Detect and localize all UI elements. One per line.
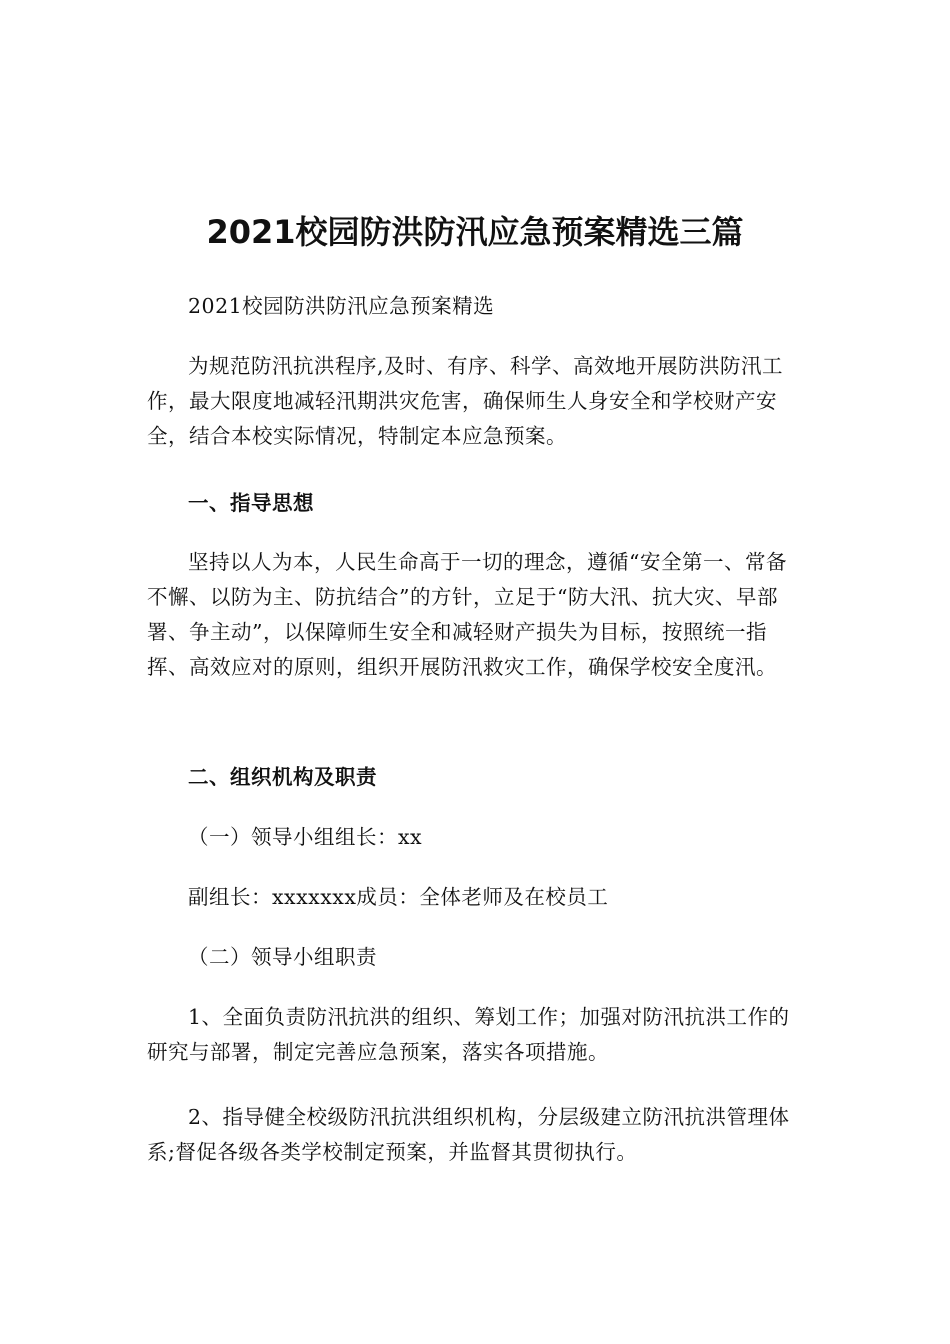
duty-item-1: 1、全面负责防汛抗洪的组织、筹划工作；加强对防汛抗洪工作的研究与部署，制定完善应急预案，落实各项措施。 xyxy=(147,1005,790,1064)
section-heading-guiding-ideology: 一、指导思想 xyxy=(188,491,314,515)
document-subtitle: 2021校园防洪防汛应急预案精选 xyxy=(188,294,495,318)
deputy-line: 副组长：xxxxxxx成员：全体老师及在校员工 xyxy=(188,885,609,909)
leader-line: （一）领导小组组长：xx xyxy=(188,825,423,849)
intro-paragraph: 为规范防汛抗洪程序,及时、有序、科学、高效地开展防洪防汛工作，最大限度地减轻汛期洪灾危害，确保师生人身安全和学校财产安全，结合本校实际情况，特制定本应急预案。 xyxy=(147,354,784,448)
section-heading-organization: 二、组织机构及职责 xyxy=(188,765,377,789)
duties-heading: （二）领导小组职责 xyxy=(188,945,377,969)
duty-item-2: 2、指导健全校级防汛抗洪组织机构，分层级建立防汛抗洪管理体系;督促各级各类学校制定预案，并监督其贯彻执行。 xyxy=(147,1105,790,1164)
guiding-ideology-paragraph: 坚持以人为本，人民生命高于一切的理念，遵循“安全第一、常备不懈、以防为主、防抗结合”的方针，立足于“防大汛、抗大灾、早部署、争主动”，以保障师生安全和减轻财产损失为目标，按照统一指挥、高效应对的原则，组织开展防汛救灾工作，确保学校安全度汛。 xyxy=(147,550,787,679)
document-title: 2021校园防洪防汛应急预案精选三篇 xyxy=(206,213,744,251)
